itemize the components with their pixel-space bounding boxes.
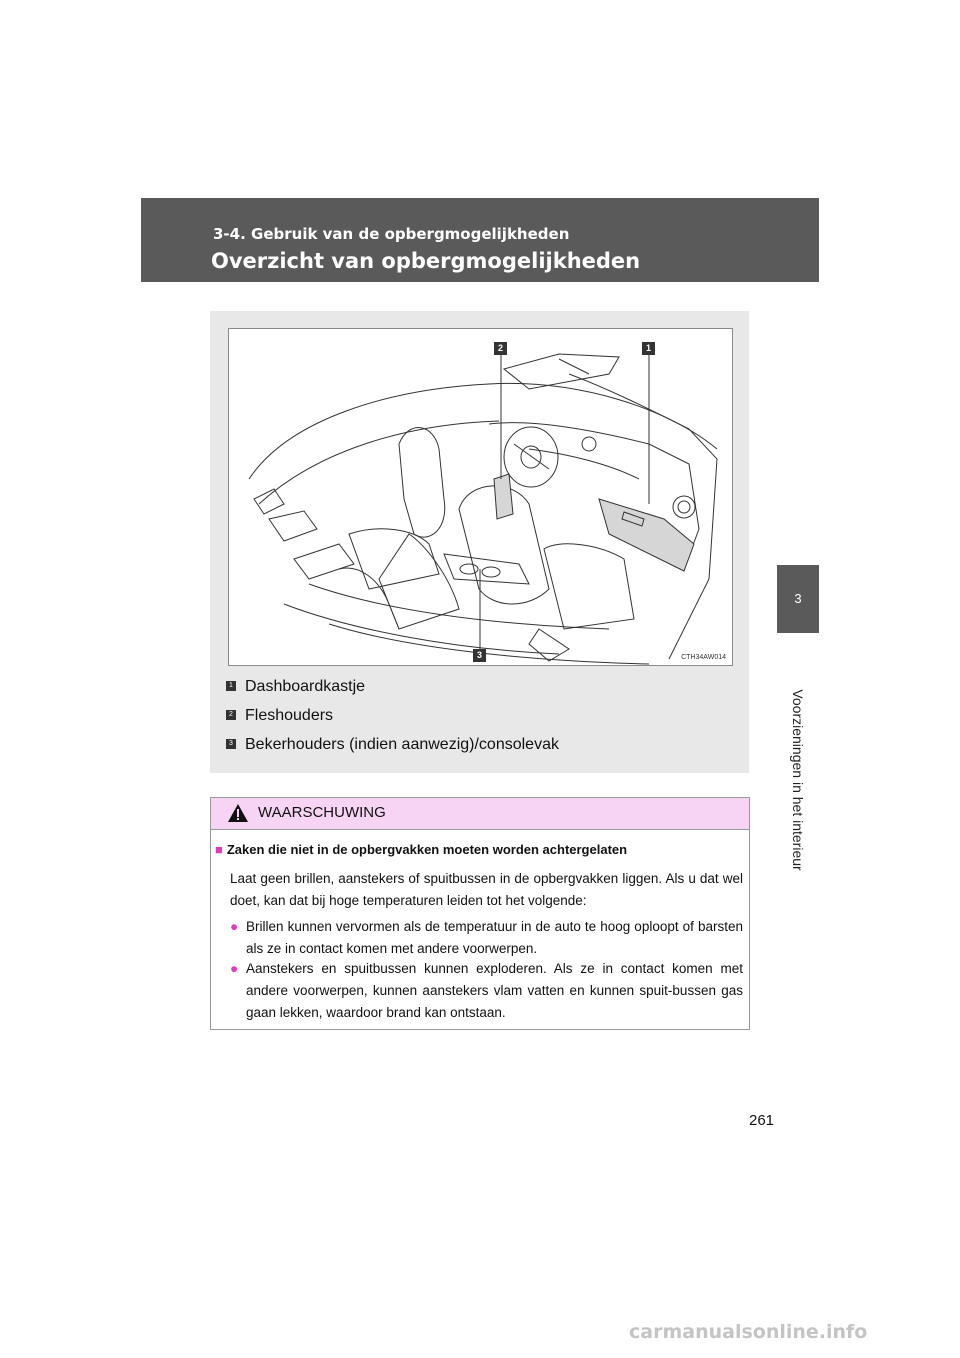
legend-badge: 3 <box>226 739 236 749</box>
warning-bullet <box>230 958 743 1024</box>
warning-box <box>210 797 750 1030</box>
car-interior-illustration <box>228 328 733 666</box>
warning-triangle-icon <box>227 803 249 823</box>
warning-heading <box>215 842 627 857</box>
chapter-number: 3 <box>794 591 802 606</box>
legend-badge: 1 <box>226 681 236 691</box>
warning-header <box>211 798 749 830</box>
legend-label: Fleshouders <box>245 707 334 724</box>
callout-2: 2 <box>494 342 507 355</box>
chapter-tab[interactable] <box>777 565 819 633</box>
warning-paragraph: Laat geen brillen, aanstekers of spuitbussen in de opbergvakken liggen. Als u dat wel doet, kan dat bij hoge temperaturen leiden tot het volgende: <box>230 871 743 908</box>
callout-3: 3 <box>473 649 486 662</box>
legend-label: Dashboardkastje <box>245 678 366 695</box>
page-number: 261 <box>749 1112 775 1129</box>
legend-item-bottle-holders <box>226 707 333 725</box>
legend-item-glovebox <box>226 678 365 696</box>
car-interior-drawing <box>229 329 732 665</box>
square-bullet-icon: ■ <box>215 842 223 857</box>
warning-bullet-text: Brillen kunnen vervormen als de temperatuur in de auto te hoog oploopt of barsten als ze in contact komen met andere voorwerpen. <box>246 919 743 956</box>
warning-bullet <box>230 916 743 960</box>
watermark[interactable]: carmanualsonline.info <box>629 1321 868 1343</box>
chapter-label: Voorzieningen in het interieur <box>790 689 806 871</box>
warning-heading-text: Zaken die niet in de opbergvakken moeten worden achtergelaten <box>226 842 628 857</box>
callout-1: 1 <box>642 342 655 355</box>
legend-badge: 2 <box>226 710 236 720</box>
figure-panel <box>210 311 749 773</box>
bullet-dot-icon: ● <box>230 961 239 976</box>
warning-bullet-text: Aanstekers en spuitbussen kunnen exploderen. Als ze in contact komen met andere voorwerpen, kunnen aanstekers vlam vatten en kunnen spuit-bussen gas gaan lekken, waardoor brand kan ontstaan. <box>246 961 743 1020</box>
legend-label: Bekerhouders (indien aanwezig)/consolevak <box>245 736 559 753</box>
chapter-header <box>141 198 819 282</box>
figure-code: CTH34AW014 <box>681 654 726 661</box>
page-title: Overzicht van opbergmogelijkheden <box>211 249 641 273</box>
section-heading: 3-4. Gebruik van de opbergmogelijkheden <box>213 225 570 243</box>
warning-title: WAARSCHUWING <box>258 804 386 821</box>
bullet-dot-icon: ● <box>230 919 239 934</box>
legend-item-cup-holders <box>226 736 559 754</box>
